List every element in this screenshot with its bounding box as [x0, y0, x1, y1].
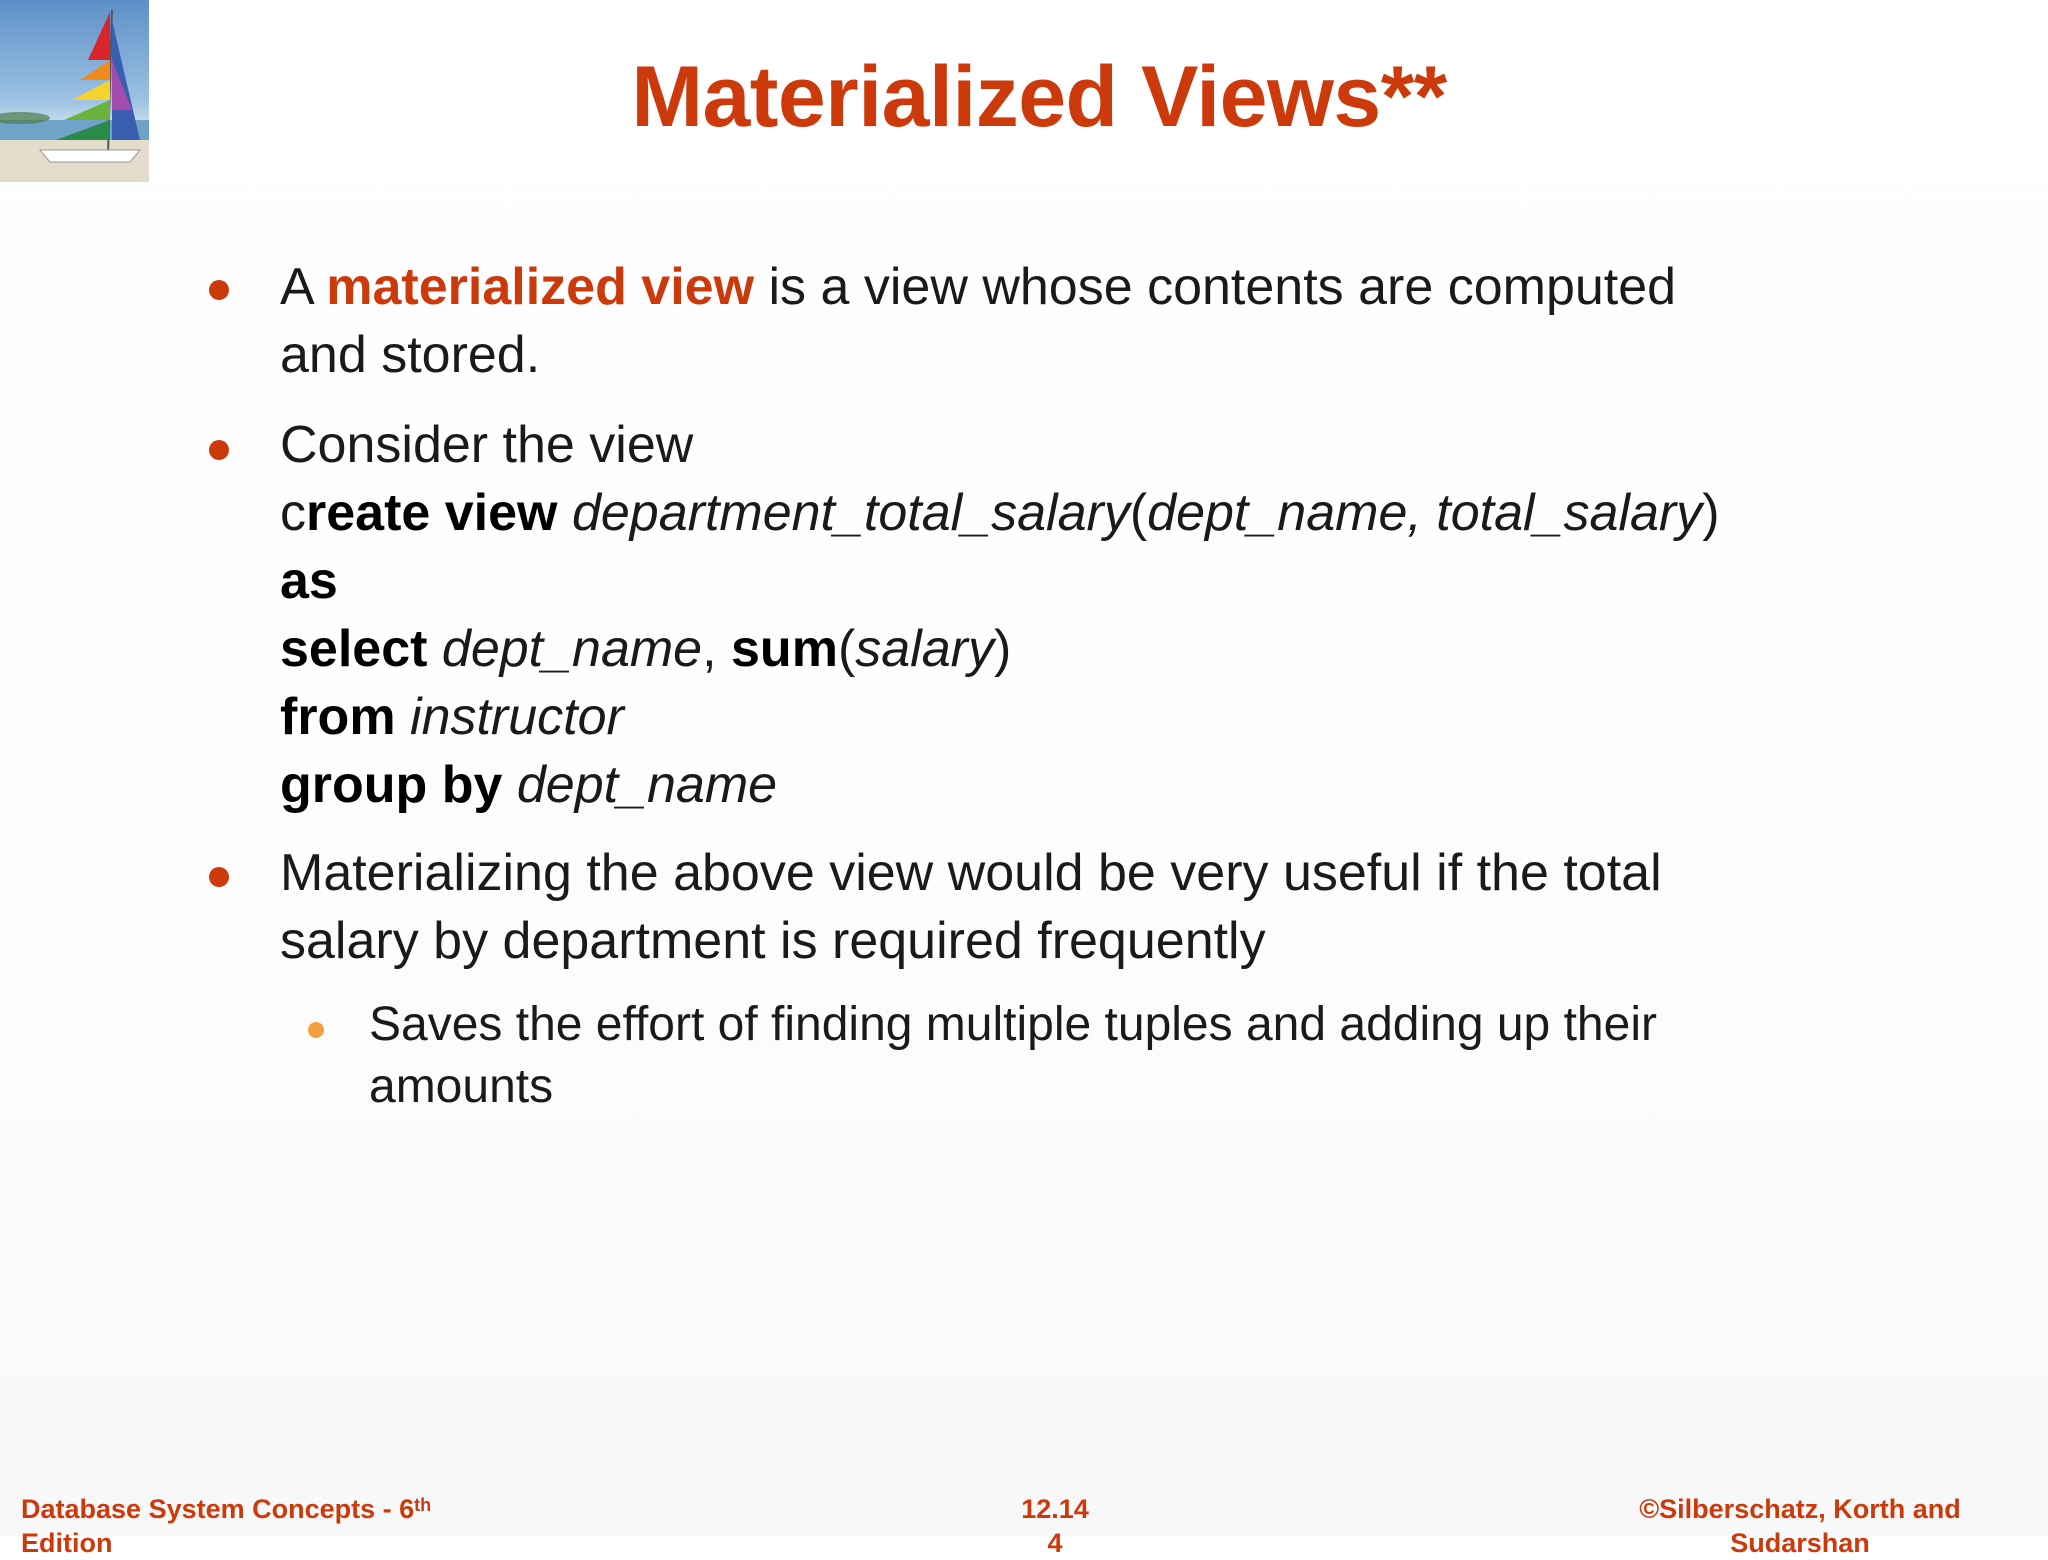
code-paren: ) [1702, 484, 1720, 542]
bullet-2-intro: Consider the view [280, 416, 694, 474]
footer-left-line-2: Edition [21, 1528, 113, 1558]
code-keyword-from: from [280, 688, 396, 746]
footer-right [1600, 1492, 2000, 1560]
code-line-1 [280, 479, 1720, 547]
page-number: 12.14 [1021, 1494, 1089, 1524]
slide-title: Materialized Views** [631, 49, 1447, 145]
bullet-2 [280, 411, 1720, 819]
sub-bullet-line-2: amounts [369, 1060, 554, 1113]
footer-center [1000, 1492, 1110, 1560]
code-table: instructor [395, 688, 624, 746]
code-line-5 [280, 751, 1720, 819]
code-c: c [280, 484, 306, 542]
bullet-dot [209, 867, 229, 887]
highlight-term: materialized view [326, 258, 755, 316]
code-line-2 [280, 547, 1720, 615]
bullet-1 [280, 253, 1676, 389]
code-view-name: department_total_salary [557, 484, 1130, 542]
code-keyword-group-by: group by [280, 756, 503, 814]
footer-left-line-1 [21, 1492, 431, 1526]
bullet-3 [280, 839, 1662, 975]
bullet-1-line-1 [280, 253, 1676, 321]
bullet-dot [209, 440, 229, 460]
code-arg: salary [855, 620, 994, 678]
bullet-3-line-2: salary by department is required frequently [280, 912, 1266, 970]
bullet-dot [209, 280, 229, 300]
bullet-3-line-1: Materializing the above view would be very useful if the total [280, 844, 1662, 902]
code-keyword-select: select [280, 620, 428, 678]
code-paren: ) [993, 620, 1012, 678]
code-group-column: dept_name [502, 756, 778, 814]
copyright-line-2: Sudarshan [1730, 1528, 1870, 1558]
bullet-1-prefix: A [280, 258, 327, 316]
footer-superscript: th [414, 1495, 432, 1515]
sub-bullet-line-1: Saves the effort of finding multiple tuples and adding up their [369, 998, 1657, 1051]
code-keyword-create-view: reate view [306, 484, 558, 542]
code-column: dept_name [427, 620, 703, 678]
code-function-sum: sum [731, 620, 838, 678]
code-line-4 [280, 683, 1720, 751]
code-comma: , [702, 620, 732, 678]
footer-book-title: Database System Concepts - 6 [21, 1494, 415, 1524]
code-paren: ( [837, 620, 856, 678]
bullet-1-line-2: and stored. [280, 326, 541, 384]
sub-bullet-dot [308, 1022, 324, 1038]
sub-bullet [369, 994, 1657, 1118]
code-keyword-as: as [280, 552, 338, 610]
copyright: ©Silberschatz, Korth and [1639, 1494, 1961, 1524]
footer-left [21, 1492, 431, 1560]
code-view-args: dept_name, total_salary [1147, 484, 1703, 542]
code-line-3 [280, 615, 1720, 683]
code-paren: ( [1129, 484, 1148, 542]
page-number-line-2: 4 [1047, 1528, 1063, 1558]
bullet-1-rest: is a view whose contents are computed [754, 258, 1677, 316]
